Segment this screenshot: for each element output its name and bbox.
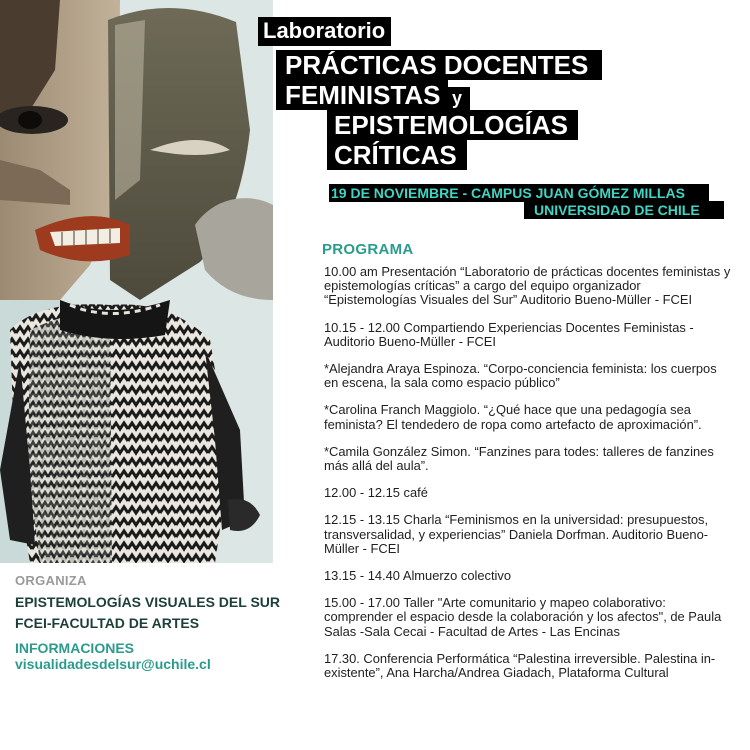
date-location-line: 19 DE NOVIEMBRE - CAMPUS JUAN GÓMEZ MILLAS [329,184,709,202]
contact-email[interactable]: visualidadesdelsur@uchile.cl [15,656,211,672]
title-line-practicas: PRÁCTICAS DOCENTES [276,50,602,80]
program-item: *Carolina Franch Maggiolo. “¿Qué hace que una pedagogía sea feminista? El tendedero de ropa como artefacto de aproximación”. [324,402,702,432]
program-item: 15.00 - 17.00 Taller "Arte comunitario y mapeo colaborativo: comprender el espacio desde la colaboración y los afectos", de Paula Salas -Sala Cecai - Facultad de Artes - Las Encinas [324,595,722,639]
title-line-feministas: FEMINISTAS [276,80,448,110]
program-item: 10.15 - 12.00 Compartiendo Experiencias Docentes Feministas - Auditorio Bueno-Müller - FCEI [324,319,694,349]
title-laboratorio: Laboratorio [258,17,391,46]
program-item: 10.00 am Presentación “Laboratorio de prácticas docentes feministas y epistemologías críticas” a cargo del equipo organizador “Epistemologías Visuales del Sur” Auditorio Bueno-Müller - FCEI [324,264,731,308]
organizer-faculty: FCEI-FACULTAD DE ARTES [15,615,200,631]
program-item: *Camila González Simon. “Fanzines para todes: talleres de fanzines más allá del aula”. [324,443,714,474]
collage-artwork [0,0,273,563]
program-item: 17.30. Conferencia Performática “Palestina irreversible. Palestina in-existente”, Ana Harcha/Andrea Giadach, Plataforma Cultural [324,650,716,681]
programa-heading: PROGRAMA [322,241,414,258]
program-item: *Alejandra Araya Espinoza. “Corpo-conciencia feminista: los cuerpos en escena, la sala como espacio público” [324,361,717,391]
organizer-name: EPISTEMOLOGÍAS VISUALES DEL SUR [15,594,281,610]
informaciones-heading: INFORMACIONES [15,640,134,656]
university-line: UNIVERSIDAD DE CHILE [524,201,724,219]
program-item: 12.15 - 13.15 Charla “Feminismos en la universidad: presupuestos, transversalidad, y experiencias” Daniela Dorfman. Auditorio Bueno-Müller - FCEI [324,512,709,556]
organiza-heading: ORGANIZA [15,573,87,588]
title-connector-y: y [445,87,470,110]
program-item: 13.15 - 14.40 Almuerzo colectivo [324,568,512,584]
program-item: 12.00 - 12.15 café [324,485,428,501]
title-line-epistemologias: EPISTEMOLOGÍAS [327,110,578,140]
title-line-criticas: CRÍTICAS [327,140,467,170]
programa-list [324,265,734,693]
